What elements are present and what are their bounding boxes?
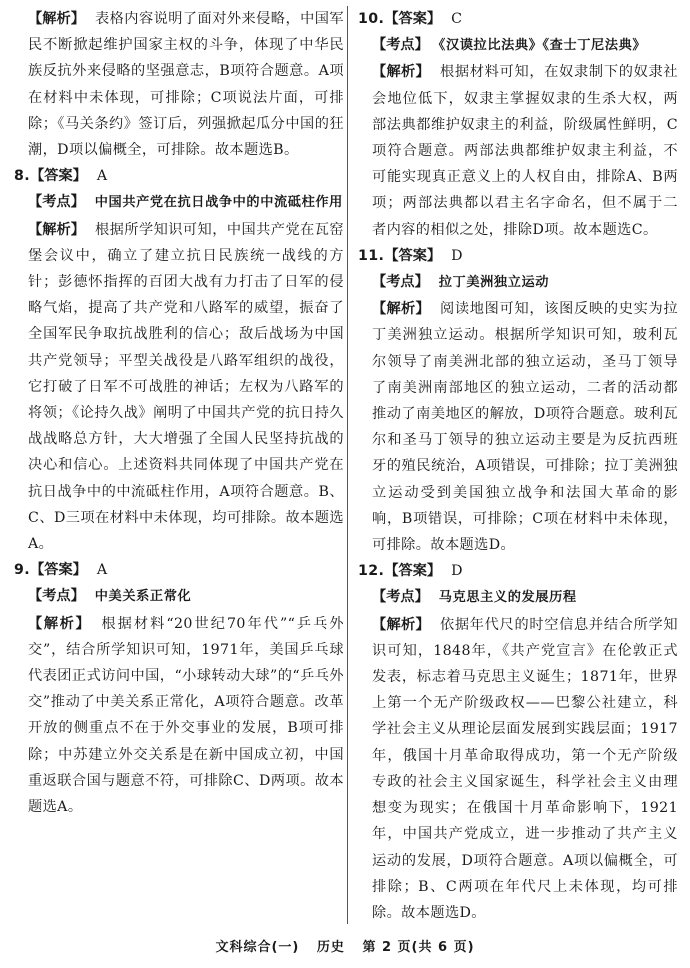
keypoint-text: 《汉谟拉比法典》《查士丁尼法典》 [438, 38, 647, 54]
answer-value: A [96, 562, 108, 579]
analysis-label: 【解析】 [372, 616, 430, 633]
q12-keypoint [358, 584, 678, 611]
question-number: 9. [14, 562, 31, 579]
q12-analysis [358, 612, 678, 926]
answer-value: A [96, 168, 108, 185]
q12-answer [358, 558, 678, 584]
q10-analysis [358, 59, 678, 242]
answer-label: 【答案】 [30, 168, 87, 185]
footer-page-number: 第 2 页(共 6 页) [362, 940, 475, 955]
q11-answer [358, 243, 678, 269]
q11-analysis [358, 296, 678, 558]
answer-label: 【答案】 [384, 11, 442, 27]
answer-value: C [451, 11, 463, 27]
page-footer [0, 936, 690, 955]
analysis-text: 表格内容说明了面对外来侵略，中国军民不断掀起维护国家主权的斗争，体现了中华民族反抗外来侵略的坚强意志，B项符合题意。A项在材料中未体现，可排除；C项说法片面，可排除；《马关条约》签订后，列强掀起瓜分中国的狂潮，D项以偏概全，可排除。故本题选B。 [28, 11, 344, 159]
question-number: 12. [358, 563, 385, 580]
q9-keypoint [14, 583, 344, 610]
q10-answer [358, 6, 678, 32]
analysis-label: 【解析】 [28, 221, 85, 238]
keypoint-label: 【考点】 [372, 37, 429, 54]
q8-analysis [14, 217, 344, 558]
footer-course: 历史 [316, 940, 345, 955]
keypoint-text: 中国共产党在抗日战争中的中流砥柱作用 [94, 195, 343, 211]
analysis-text: 根据材料“20世纪70年代”“乒乓外交”，结合所学知识可知，1971年，美国乒乓球代表团正式访问中国，“小球转动大球”的“乒乓外交”推动了中美关系正常化，A项符合题意。改革开放的侧重点不在于外交事业的发展，B项可排除；中苏建立外交关系是在新中国成立初，中国重返联合国与题意不符，可排除C、D两项。故本题选A。 [28, 615, 344, 816]
analysis-text: 根据所学知识可知，中国共产党在瓦窑堡会议中，确立了建立抗日民族统一战线的方针；彭德怀指挥的百团大战有力打击了日军的侵略气焰，提高了共产党和八路军的威望，振奋了全国军民争取抗战胜利的信心；敌后战场为中国共产党领导；平型关战役是八路军组织的战役，它打破了日军不可战胜的神话；左权为八路军的将领；《论持久战》阐明了中国共产党的抗日持久战战略总方针，大大增强了全国人民坚持抗战的决心和信心。上述资料共同体现了中国共产党在抗日战争中的中流砥柱作用，A项符合题意。B、C、D三项在材料中未体现，均可排除。故本题选A。 [28, 221, 344, 553]
answer-value: D [451, 247, 463, 264]
question-number: 10. [358, 11, 385, 27]
keypoint-label: 【考点】 [28, 588, 85, 605]
keypoint-label: 【考点】 [372, 589, 429, 606]
column-divider [347, 6, 348, 924]
keypoint-label: 【考点】 [28, 194, 85, 211]
question-number: 8. [14, 168, 31, 185]
right-column [358, 6, 678, 926]
analysis-text: 依据年代尺的时空信息并结合所学知识可知，1848年，《共产党宣言》在伦敦正式发表，标志着马克思主义诞生；1871年，世界上第一个无产阶级政权——巴黎公社建立，科学社会主义从理论层面发展到实践层面；1917年，俄国十月革命取得成功，第一个无产阶级专政的社会主义国家诞生，科学社会主义由理想变为现实；在俄国十月革命影响下，1921年，中国共产党成立，进一步推动了共产主义运动的发展，D项符合题意。A项以偏概全，可排除；B、C两项在年代尺上未体现，均可排除。故本题选D。 [372, 616, 678, 921]
keypoint-label: 【考点】 [372, 274, 429, 291]
keypoint-text: 拉丁美洲独立运动 [438, 275, 550, 291]
q9-analysis [14, 611, 344, 821]
q8-answer [14, 163, 344, 189]
analysis-label: 【解析】 [28, 615, 92, 632]
keypoint-text: 中美关系正常化 [94, 589, 192, 605]
question-number: 11. [358, 247, 385, 264]
footer-subject: 文科综合(一) [215, 940, 300, 955]
analysis-label: 【解析】 [372, 64, 430, 81]
q10-keypoint [358, 32, 678, 59]
answer-label: 【答案】 [384, 247, 442, 264]
analysis-text: 阅读地图可知，该图反映的史实为拉丁美洲独立运动。根据所学知识可知，玻利瓦尔领导了南美洲北部的独立运动，圣马丁领导了南美洲南部地区的独立运动，二者的活动都推动了南美地区的解放，D项符合题意。玻利瓦尔和圣马丁领导的独立运动主要是为反抗西班牙的殖民统治，A项错误，可排除；拉丁美洲独立运动受到美国独立战争和法国大革命的影响，B项错误，可排除；C项在材料中未体现，可排除。故本题选D。 [372, 301, 678, 554]
analysis-text: 根据材料可知，在奴隶制下的奴隶社会地位低下，奴隶主掌握奴隶的生杀大权，两部法典都维护奴隶主的利益，阶级属性鲜明，C项符合题意。两部法典都维护奴隶主利益，不可能实现真正意义上的人权自由，排除A、B两项；两部法典都以君主名字命名，但不属于二者内容的相似之处，排除D项。故本题选C。 [372, 64, 678, 238]
q11-keypoint [358, 269, 678, 296]
answer-label: 【答案】 [30, 562, 87, 579]
keypoint-text: 马克思主义的发展历程 [438, 590, 577, 606]
q8-keypoint [14, 189, 344, 216]
analysis-label: 【解析】 [372, 301, 430, 318]
analysis-label: 【解析】 [28, 11, 85, 27]
q7-analysis [14, 6, 344, 163]
answer-value: D [451, 563, 463, 580]
answer-label: 【答案】 [384, 563, 442, 580]
left-column [14, 6, 344, 820]
q9-answer [14, 557, 344, 583]
